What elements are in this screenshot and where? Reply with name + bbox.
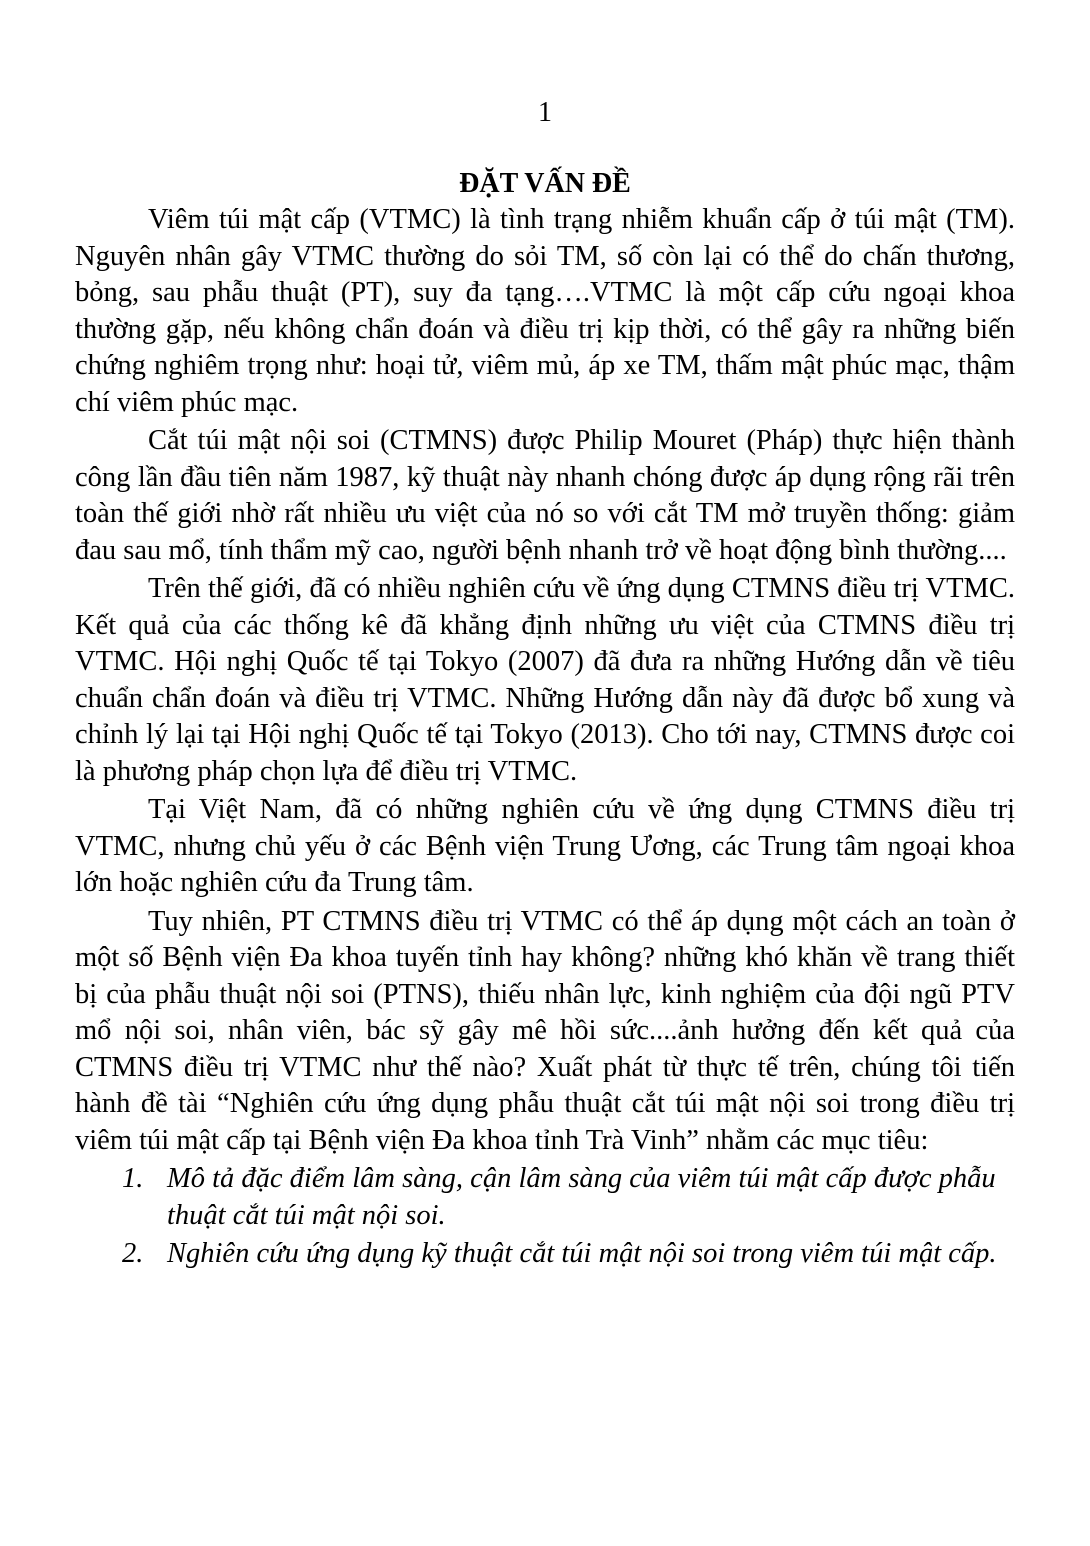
- objective-item: [75, 1161, 1015, 1234]
- section-title: ĐẶT VẤN ĐỀ: [459, 168, 631, 199]
- objective-number: 1.: [122, 1163, 144, 1194]
- paragraph-intro: Viêm túi mật cấp (VTMC) là tình trạng nhiễm khuẩn cấp ở túi mật (TM). Nguyên nhân gây VTMC thường do sỏi TM, số còn lại có thể do chấn thương, bỏng, sau phẫu thuật (PT), suy đa tạng….VTMC là một cấp cứu ngoại khoa thường gặp, nếu không chẩn đoán và điều trị kịp thời, có thể gây ra những biến chứng nghiêm trọng như: hoại tử, viêm mủ, áp xe TM, thấm mật phúc mạc, thậm chí viêm phúc mạc.: [75, 204, 1015, 418]
- paragraph-history: Cắt túi mật nội soi (CTMNS) được Philip Mouret (Pháp) thực hiện thành công lần đầu tiên năm 1987, kỹ thuật này nhanh chóng được áp dụng rộng rãi trên toàn thế giới nhờ rất nhiều ưu việt của nó so với cắt TM mở truyền thống: giảm đau sau mổ, tính thẩm mỹ cao, người bệnh nhanh trở về hoạt động bình thường....: [75, 425, 1015, 566]
- paragraph-rationale: Tuy nhiên, PT CTMNS điều trị VTMC có thể áp dụng một cách an toàn ở một số Bệnh viện Đa khoa tuyến tỉnh hay không? những khó khăn về trang thiết bị của phẫu thuật nội soi (PTNS), thiếu nhân lực, kinh nghiệm của đội ngũ PTV mổ nội soi, nhân viên, bác sỹ gây mê hồi sức....ảnh hưởng đến kết quả của CTMNS điều trị VTMC như thế nào? Xuất phát từ thực tế trên, chúng tôi tiến hành đề tài “Nghiên cứu ứng dụng phẫu thuật cắt túi mật nội soi trong điều trị viêm túi mật cấp tại Bệnh viện Đa khoa tỉnh Trà Vinh” nhằm các mục tiêu:: [75, 905, 1015, 1156]
- document-page: [75, 96, 1015, 1275]
- objective-text: Mô tả đặc điểm lâm sàng, cận lâm sàng của viêm túi mật cấp được phẫu thuật cắt túi mật nội soi.: [167, 1163, 996, 1231]
- objectives-list: [75, 1161, 1015, 1273]
- objective-item: [75, 1236, 1015, 1273]
- objective-text: Nghiên cứu ứng dụng kỹ thuật cắt túi mật nội soi trong viêm túi mật cấp.: [167, 1238, 997, 1269]
- page-number: 1: [538, 97, 552, 128]
- paragraph-world: Trên thế giới, đã có nhiều nghiên cứu về ứng dụng CTMNS điều trị VTMC. Kết quả của các thống kê đã khẳng định những ưu việt của CTMNS điều trị VTMC. Hội nghị Quốc tế tại Tokyo (2007) đã đưa ra những Hướng dẫn về tiêu chuẩn chẩn đoán và điều trị VTMC. Những Hướng dẫn này đã được bổ xung và chỉnh lý lại tại Hội nghị Quốc tế tại Tokyo (2013). Cho tới nay, CTMNS được coi là phương pháp chọn lựa để điều trị VTMC.: [75, 573, 1015, 787]
- objective-number: 2.: [122, 1238, 144, 1269]
- paragraph-vietnam: Tại Việt Nam, đã có những nghiên cứu về ứng dụng CTMNS điều trị VTMC, nhưng chủ yếu ở các Bệnh viện Trung Ương, các Trung tâm ngoại khoa lớn hoặc nghiên cứu đa Trung tâm.: [75, 794, 1015, 898]
